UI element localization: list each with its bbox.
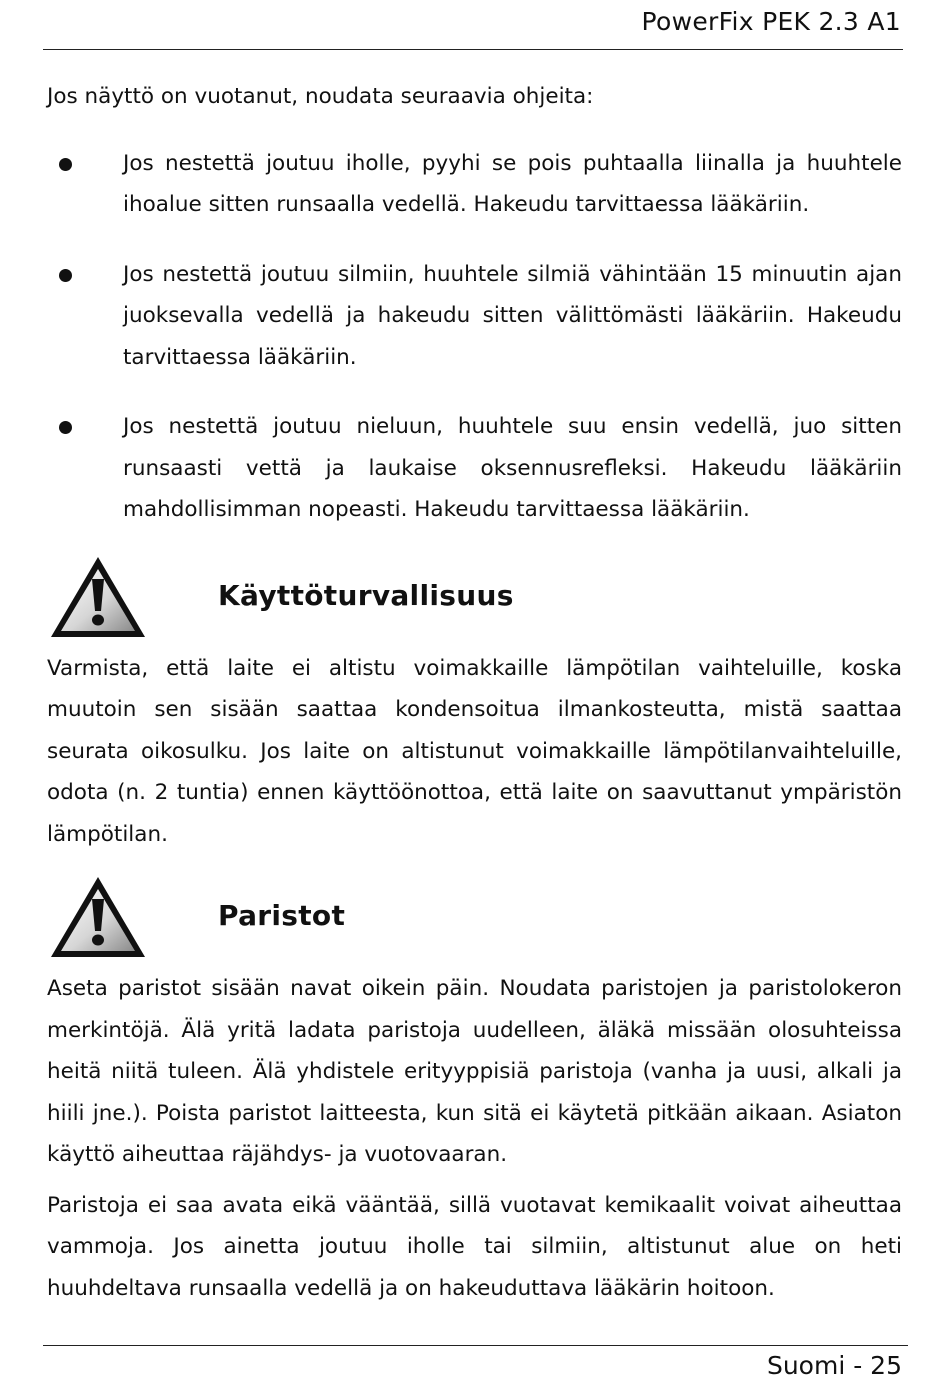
instruction-list bbox=[47, 143, 902, 531]
warning-triangle-icon bbox=[47, 553, 149, 641]
page-header bbox=[43, 0, 903, 50]
section-title: Paristot bbox=[218, 899, 346, 932]
page-content bbox=[47, 76, 902, 1309]
section-header-batteries bbox=[47, 873, 902, 968]
page-footer bbox=[43, 1345, 908, 1380]
paragraph: Paristoja ei saa avata eikä vääntää, sillä vuotavat kemikaalit voivat aiheuttaa vammoja. Jos ainetta joutuu iholle tai silmiin, altistunut alue on heti huuhdeltava runsaalla vedellä ja on hakeuduttava lääkärin hoitoon. bbox=[47, 1192, 902, 1301]
list-item bbox=[47, 143, 902, 226]
list-item-text: Jos nestettä joutuu iholle, pyyhi se pois puhtaalla liinalla ja huuhtele ihoalue sitten runsaalla vedellä. Hakeudu tarvittaessa lääkäriin. bbox=[123, 150, 902, 217]
bullet-icon bbox=[59, 269, 72, 282]
list-item-text: Jos nestettä joutuu silmiin, huuhtele silmiä vähintään 15 minuutin ajan juoksevalla vedellä ja hakeudu sitten välittömästi lääkäriin. Hakeudu tarvittaessa lääkäriin. bbox=[123, 261, 902, 370]
intro-text: Jos näyttö on vuotanut, noudata seuraavia ohjeita: bbox=[47, 84, 594, 109]
list-item-text: Jos nestettä joutuu nieluun, huuhtele suu ensin vedellä, juo sitten runsaasti vettä ja laukaise oksennusrefleksi. Hakeudu lääkäriin mahdollisimman nopeasti. Hakeudu tarvittaessa lääkäriin. bbox=[123, 414, 902, 522]
bullet-icon bbox=[59, 158, 72, 171]
bullet-icon bbox=[59, 421, 72, 434]
list-item bbox=[47, 254, 902, 379]
paragraph: Aseta paristot sisään navat oikein päin. Noudata paristojen ja paristolokeron merkintöjä. Älä yritä ladata paristoja uudelleen, äläkä missään olosuhteissa heitä niitä tuleen. Älä yhdistele erityyppisiä paristoja (vanha ja uusi, alkali ja hiili jne.). Poista paristot laitteesta, kun sitä ei käytetä pitkään aikaan. Asiaton käyttö aiheuttaa räjähdys- ja vuotovaaran. bbox=[47, 976, 902, 1167]
list-item bbox=[47, 406, 902, 531]
section-header-safety bbox=[47, 553, 902, 648]
page-number: Suomi - 25 bbox=[766, 1351, 902, 1380]
warning-triangle-icon bbox=[47, 873, 149, 961]
paragraph: Varmista, että laite ei altistu voimakkaille lämpötilan vaihteluille, koska muutoin sen sisään saattaa kondensoitua ilmankosteutta, mistä saattaa seurata oikosulku. Jos laite on altistunut voimakkaille lämpötilanvaihteluille, odota (n. 2 tuntia) ennen käyttöönottoa, että laite on saavuttanut ympäristön lämpötilan. bbox=[47, 655, 902, 847]
document-title: PowerFix PEK 2.3 A1 bbox=[641, 7, 901, 36]
section-title: Käyttöturvallisuus bbox=[218, 578, 514, 612]
